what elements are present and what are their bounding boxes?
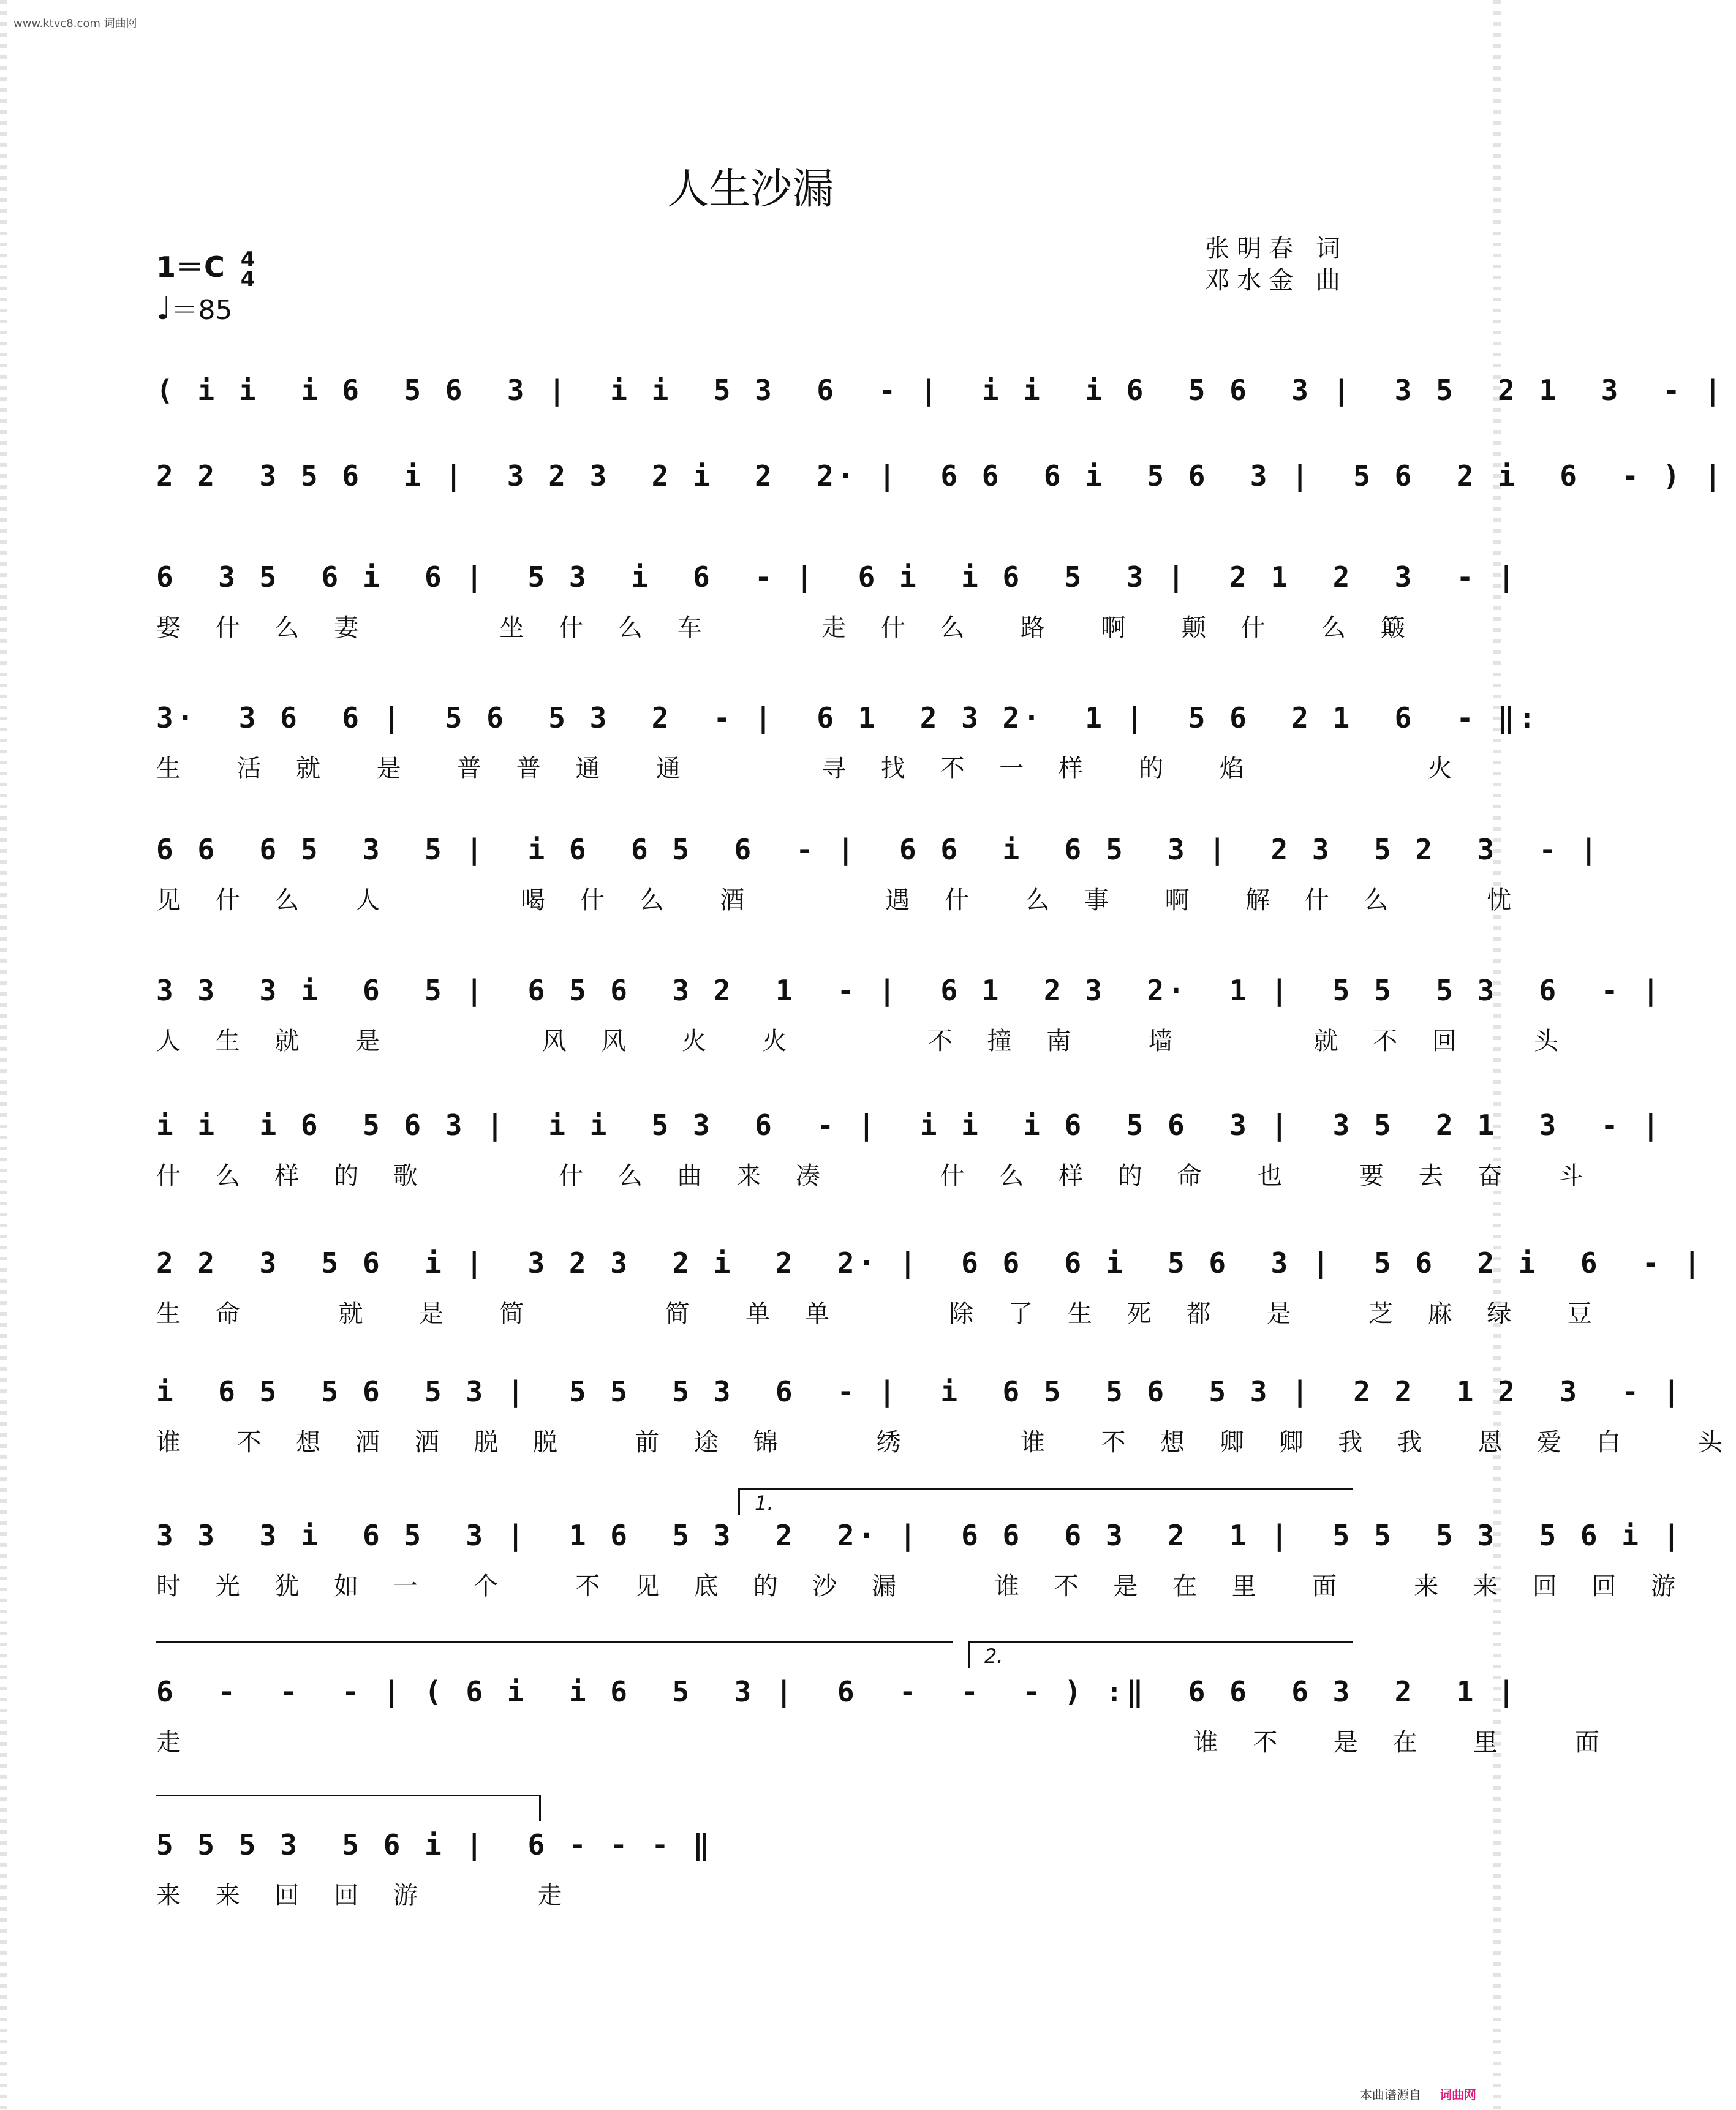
score-row — [0, 833, 1601, 943]
footer-brand: 词曲网 — [1440, 2087, 1476, 2102]
volta-first-ending-1 — [738, 1488, 1353, 1515]
notation-line: 2 2 3 5 6 i | 3 2 3 2 i 2 2· | 6 6 6 i 5 6 3 | 5 6 2 i 6 - | — [156, 1246, 1705, 1279]
notation-line: i 6 5 5 6 5 3 | 5 5 5 3 6 - | i 6 5 5 6 5 3 | 2 2 1 2 3 - | — [156, 1375, 1684, 1408]
notation-line: ( i i i 6 5 6 3 | i i 5 3 6 - | i i i 6 5 6 3 | 3 5 2 1 3 - | — [156, 374, 1725, 407]
notation-line: 5 5 5 3 5 6 i | 6 - - - ‖ — [156, 1828, 714, 1861]
credits — [1205, 233, 1348, 296]
lyrics-line: 来 来 回 回 游 走 — [156, 1882, 576, 1910]
time-top: 4 — [240, 247, 255, 272]
score-row — [0, 1519, 1689, 1629]
score-row — [0, 701, 1539, 812]
lyricist-credit: 张明春 词 — [1205, 235, 1348, 263]
lyrics-line: 时 光 犹 如 一 个 不 见 底 的 沙 漏 谁 不 是 在 里 面 来 来 回 回 游 — [156, 1572, 1689, 1600]
tempo-marking — [156, 288, 233, 327]
score-row — [0, 459, 1725, 570]
score-row — [0, 1828, 1501, 1939]
notation-line: 6 - - - | ( 6 i i 6 5 3 | 6 - - - ) :‖ 6 6 6 3 2 1 | — [156, 1675, 1519, 1708]
lyrics-line: 什 么 样 的 歌 什 么 曲 来 凑 什 么 样 的 命 也 要 去 奋 斗 — [156, 1162, 1596, 1190]
notation-line: 6 3 5 6 i 6 | 5 3 i 6 - | 6 i i 6 5 3 | 2 1 2 3 - | — [156, 560, 1519, 593]
score-row — [0, 1246, 1705, 1357]
composer-credit: 邓水金 曲 — [1205, 266, 1348, 295]
tempo-value: ＝85 — [171, 295, 233, 326]
footer-note: 本曲谱源自 — [1360, 2087, 1421, 2102]
volta-label: 1. — [755, 1491, 774, 1515]
time-signature — [240, 247, 255, 292]
key-label: 1＝C — [156, 251, 225, 284]
lyrics-line: 走 谁 不 是 在 里 面 — [156, 1728, 1613, 1757]
quarter-note-icon: ♩ — [156, 290, 172, 327]
score-row — [0, 1109, 1663, 1219]
score-row — [0, 1675, 1613, 1785]
notation-line: 2 2 3 5 6 i | 3 2 3 2 i 2 2· | 6 6 6 i 5 6 3 | 5 6 2 i 6 - ) | — [156, 459, 1725, 492]
score-row — [0, 1375, 1736, 1485]
key-signature — [156, 245, 255, 292]
time-bottom: 4 — [240, 266, 255, 292]
notation-line: 3 3 3 i 6 5 3 | 1 6 5 3 2 2· | 6 6 6 3 2 1 | 5 5 5 3 5 6 i | — [156, 1519, 1684, 1552]
score-row — [0, 974, 1663, 1084]
lyrics-line: 生 命 就 是 简 简 单 单 除 了 生 死 都 是 芝 麻 绿 豆 — [156, 1300, 1606, 1328]
notation-line: 6 6 6 5 3 5 | i 6 6 5 6 - | 6 6 i 6 5 3 | 2 3 5 2 3 - | — [156, 833, 1601, 866]
lyrics-line: 娶 什 么 妻 坐 什 么 车 走 什 么 路 啊 颠 什 么 簸 — [156, 614, 1419, 642]
volta-label: 2. — [984, 1645, 1003, 1668]
lyrics-line: 谁 不 想 洒 洒 脱 脱 前 途 锦 绣 谁 不 想 卿 卿 我 我 恩 爱 白 头 — [156, 1428, 1736, 1456]
lyrics-line: 见 什 么 人 喝 什 么 酒 遇 什 么 事 啊 解 什 么 忧 — [156, 886, 1525, 914]
notation-line: i i i 6 5 6 3 | i i 5 3 6 - | i i i 6 5 6 3 | 3 5 2 1 3 - | — [156, 1109, 1663, 1142]
notation-line: 3· 3 6 6 | 5 6 5 3 2 - | 6 1 2 3 2· 1 | 5 6 2 1 6 - ‖: — [156, 701, 1539, 734]
song-title: 人生沙漏 — [666, 165, 834, 214]
site-url: www.ktvc8.com 词曲网 — [13, 17, 137, 30]
lyrics-line: 人 生 就 是 风 风 火 火 不 撞 南 墙 就 不 回 头 — [156, 1027, 1572, 1055]
score-row — [0, 560, 1519, 671]
volta-second-ending-cont — [156, 1795, 541, 1821]
volta-second-ending — [968, 1641, 1353, 1668]
notation-line: 3 3 3 i 6 5 | 6 5 6 3 2 1 - | 6 1 2 3 2· 1 | 5 5 5 3 6 - | — [156, 974, 1663, 1007]
footer — [1360, 2085, 1476, 2103]
volta-first-ending-2 — [156, 1641, 953, 1668]
lyrics-line: 生 活 就 是 普 普 通 通 寻 找 不 一 样 的 焰 火 — [156, 755, 1466, 783]
